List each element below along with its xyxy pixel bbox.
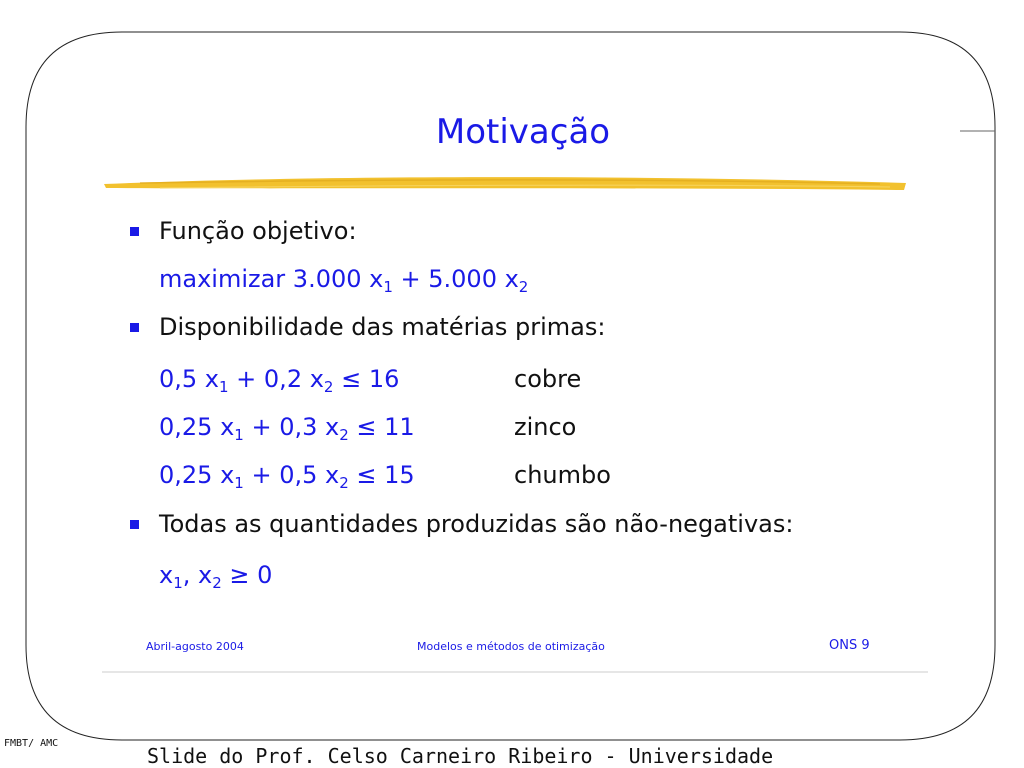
constraint-zinc: 0,25 $x_1 + 0,3$ $x_2 \le 11$ [159, 413, 415, 444]
resource-label-copper: cobre [514, 365, 582, 393]
side-tag: FMBT/ AMC [4, 738, 59, 749]
resource-label-lead: chumbo [514, 461, 611, 489]
nonnegativity-constraint: $x_1$, $x_2 \ge 0$ [159, 561, 273, 592]
constraint-copper: 0,5 $x_1 + 0,2$ $x_2 \le 16$ [159, 365, 400, 396]
square-bullet-icon [130, 323, 139, 332]
bullet-text: Disponibilidade das matérias primas: [159, 313, 606, 341]
resource-label-zinc: zinco [514, 413, 577, 441]
footer-date: Abril-agosto 2004 [146, 640, 244, 653]
bullet-text: Função objetivo: [159, 217, 357, 245]
footer-course-title: Modelos e métodos de otimização [417, 640, 605, 653]
slide-title: Motivação [435, 112, 611, 152]
footer-slide-number: ONS 9 [829, 638, 870, 653]
slide-credit: Slide do Prof. Celso Carneiro Ribeiro - Universidade [147, 744, 774, 768]
objective-function: maximizar 3.000 $x_1 + 5.000$ $x_2$ [159, 265, 529, 296]
bullet-text: Todas as quantidades produzidas são não-negativas: [159, 510, 794, 538]
highlighter-stroke [104, 177, 906, 190]
square-bullet-icon [130, 227, 139, 236]
square-bullet-icon [130, 520, 139, 529]
constraint-lead: 0,25 $x_1 + 0,5$ $x_2 \le 15$ [159, 461, 415, 492]
